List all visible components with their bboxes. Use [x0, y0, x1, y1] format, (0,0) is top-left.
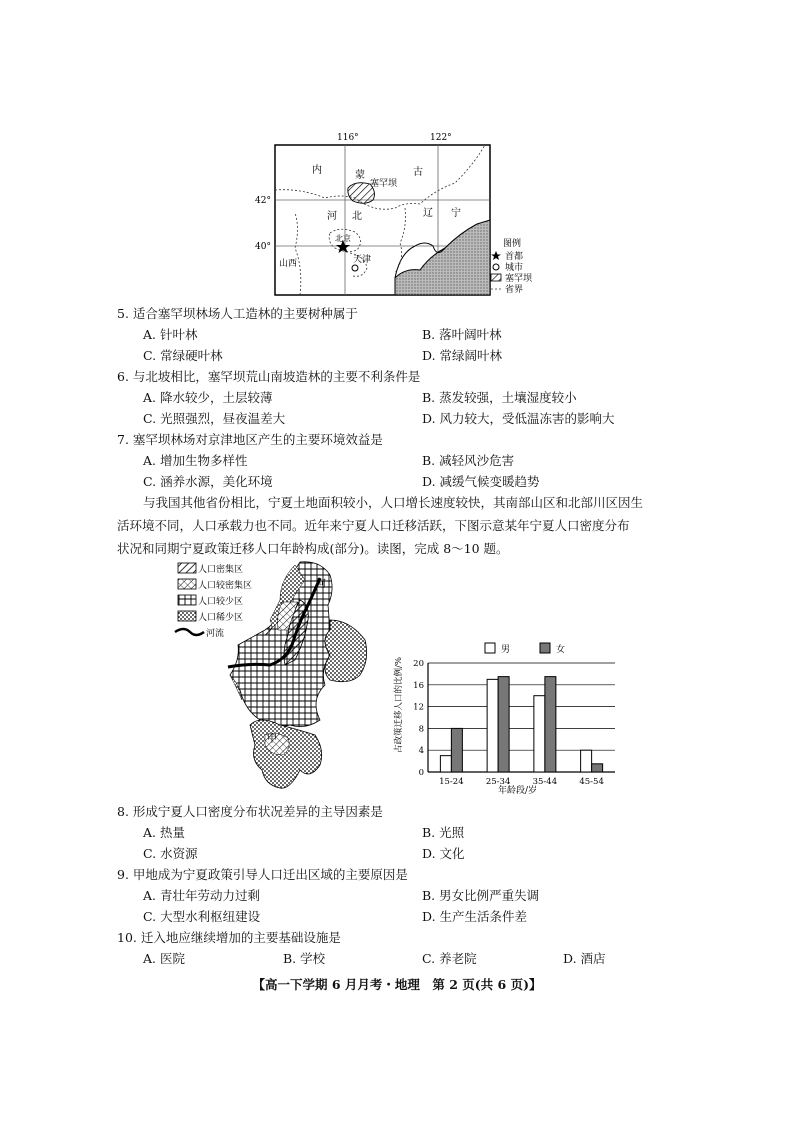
- region-nei: 内: [312, 165, 322, 176]
- jia-label: 甲: [267, 734, 277, 745]
- q9-option-a: A. 青壮年劳动力过剩: [143, 888, 260, 903]
- svg-text:人口稀少区: 人口稀少区: [198, 613, 244, 623]
- ningxia-density-map: [170, 560, 400, 795]
- y-tick-label: 16: [413, 680, 424, 691]
- q6-stem: 6. 与北坡相比，塞罕坝荒山南坡造林的主要不利条件是: [117, 369, 421, 384]
- q8-option-b: B. 光照: [422, 825, 465, 840]
- region-he: 河: [327, 211, 337, 222]
- bar-female: [498, 677, 509, 772]
- region-gu: 古: [413, 167, 423, 178]
- q6-option-a: A. 降水较少，土层较薄: [143, 390, 273, 405]
- y-tick-label: 20: [413, 659, 424, 669]
- q7-option-b: B. 减轻风沙危害: [422, 453, 515, 468]
- x-tick-label: 35-44: [532, 777, 558, 787]
- q6-option-c: C. 光照强烈，昼夜温差大: [143, 411, 286, 426]
- bar-male: [581, 750, 592, 772]
- y-tick-label: 4: [418, 746, 424, 757]
- region-shanxi: 山西: [279, 259, 298, 269]
- q10-option-a: A. 医院: [143, 951, 185, 966]
- svg-text:人口较少区: 人口较少区: [198, 597, 244, 607]
- svg-text:城市: 城市: [505, 263, 524, 273]
- q10-option-c: C. 养老院: [422, 951, 477, 966]
- chart-y-axis-label: 占政策迁移人口的比例/%: [394, 657, 404, 753]
- q10-option-b: B. 学校: [283, 951, 326, 966]
- q8-stem: 8. 形成宁夏人口密度分布状况差异的主导因素是: [117, 804, 383, 819]
- region-ning: 宁: [451, 208, 461, 219]
- migration-age-bar-chart: [390, 635, 625, 797]
- region-meng: 蒙: [355, 170, 365, 181]
- bar-female: [451, 728, 462, 772]
- q6-option-b: B. 蒸发较强，土壤湿度较小: [422, 390, 577, 405]
- q7-option-d: D. 减缓气候变暖趋势: [422, 474, 540, 489]
- bar-male: [534, 696, 545, 772]
- river-label: 河: [316, 579, 326, 590]
- region-liao: 辽: [423, 208, 433, 219]
- map1-legend: [491, 237, 533, 295]
- q10-option-d: D. 酒店: [563, 951, 606, 966]
- chart-legend: [485, 643, 565, 655]
- q5-option-c: C. 常绿硬叶林: [143, 348, 223, 363]
- q5-option-a: A. 针叶林: [143, 327, 198, 342]
- y-tick-label: 8: [418, 724, 424, 735]
- svg-text:首都: 首都: [505, 252, 524, 262]
- q10-stem: 10. 迁入地应继续增加的主要基础设施是: [117, 930, 341, 945]
- chart-x-axis-label: 年龄段/岁: [498, 786, 538, 796]
- legend-label: 女: [556, 645, 566, 655]
- chart-bars: [440, 677, 602, 772]
- lon-label-116: 116°: [337, 133, 359, 143]
- bar-female: [545, 677, 556, 772]
- q7-option-a: A. 增加生物多样性: [143, 453, 248, 468]
- x-tick-label: 45-54: [579, 777, 604, 787]
- q6-option-d: D. 风力较大，受低温冻害的影响大: [422, 411, 615, 426]
- lat-label-42: 42°: [255, 196, 271, 206]
- svg-text:图例: 图例: [503, 239, 522, 249]
- place-tianjin: 天津: [353, 255, 372, 265]
- passage-line-1: 与我国其他省份相比，宁夏土地面积较小，人口增长速度较快，其南部山区和北部川区因生: [143, 495, 644, 510]
- y-tick-label: 0: [418, 768, 424, 778]
- passage-line-3: 状况和同期宁夏政策迁移人口年龄构成(部分)。读图，完成 8～10 题。: [117, 541, 509, 556]
- bar-male: [487, 679, 498, 772]
- q9-option-b: B. 男女比例严重失调: [422, 888, 540, 903]
- q7-stem: 7. 塞罕坝林场对京津地区产生的主要环境效益是: [117, 432, 383, 447]
- legend-swatch: [485, 643, 495, 653]
- q8-option-c: C. 水资源: [143, 846, 198, 861]
- legend-label: 男: [501, 645, 511, 655]
- svg-text:河流: 河流: [206, 629, 225, 639]
- page-footer: 【高一下学期 6 月月考・地理 第 2 页(共 6 页)】: [252, 977, 542, 992]
- legend-swatch: [540, 643, 550, 653]
- q7-option-c: C. 涵养水源，美化环境: [143, 474, 273, 489]
- region-sparse-east: [325, 620, 367, 682]
- passage-line-2: 活环境不同，人口承载力也不同。近年来宁夏人口迁移活跃，下图示意某年宁夏人口密度分布: [117, 518, 630, 533]
- x-tick-label: 15-24: [439, 777, 464, 787]
- q8-option-a: A. 热量: [143, 825, 185, 840]
- bar-male: [440, 756, 451, 772]
- q9-stem: 9. 甲地成为宁夏政策引导人口迁出区域的主要原因是: [117, 867, 408, 882]
- q5-stem: 5. 适合塞罕坝林场人工造林的主要树种属于: [117, 306, 358, 321]
- x-tick-label: 25-34: [485, 777, 511, 787]
- bar-female: [592, 764, 603, 772]
- q9-option-d: D. 生产生活条件差: [422, 909, 528, 924]
- q5-option-d: D. 常绿阔叶林: [422, 348, 503, 363]
- saihanba-map: [255, 128, 545, 300]
- y-tick-label: 12: [413, 702, 424, 713]
- tianjin-marker: [352, 265, 358, 271]
- region-sparse-south: [250, 720, 322, 788]
- q8-option-d: D. 文化: [422, 846, 465, 861]
- q9-option-c: C. 大型水利枢纽建设: [143, 909, 261, 924]
- chart-y-ticks: [413, 659, 424, 778]
- svg-text:省界: 省界: [505, 285, 524, 295]
- place-beijing: 北京: [335, 234, 351, 243]
- lat-label-40: 40°: [255, 242, 271, 252]
- svg-text:塞罕坝: 塞罕坝: [505, 274, 533, 284]
- lon-label-122: 122°: [430, 133, 452, 143]
- map2-legend: [175, 563, 252, 639]
- place-saihanba: 塞罕坝: [370, 179, 398, 189]
- region-bei: 北: [352, 211, 362, 222]
- q5-option-b: B. 落叶阔叶林: [422, 327, 502, 342]
- svg-text:人口密集区: 人口密集区: [198, 565, 244, 575]
- svg-text:人口较密集区: 人口较密集区: [198, 581, 253, 591]
